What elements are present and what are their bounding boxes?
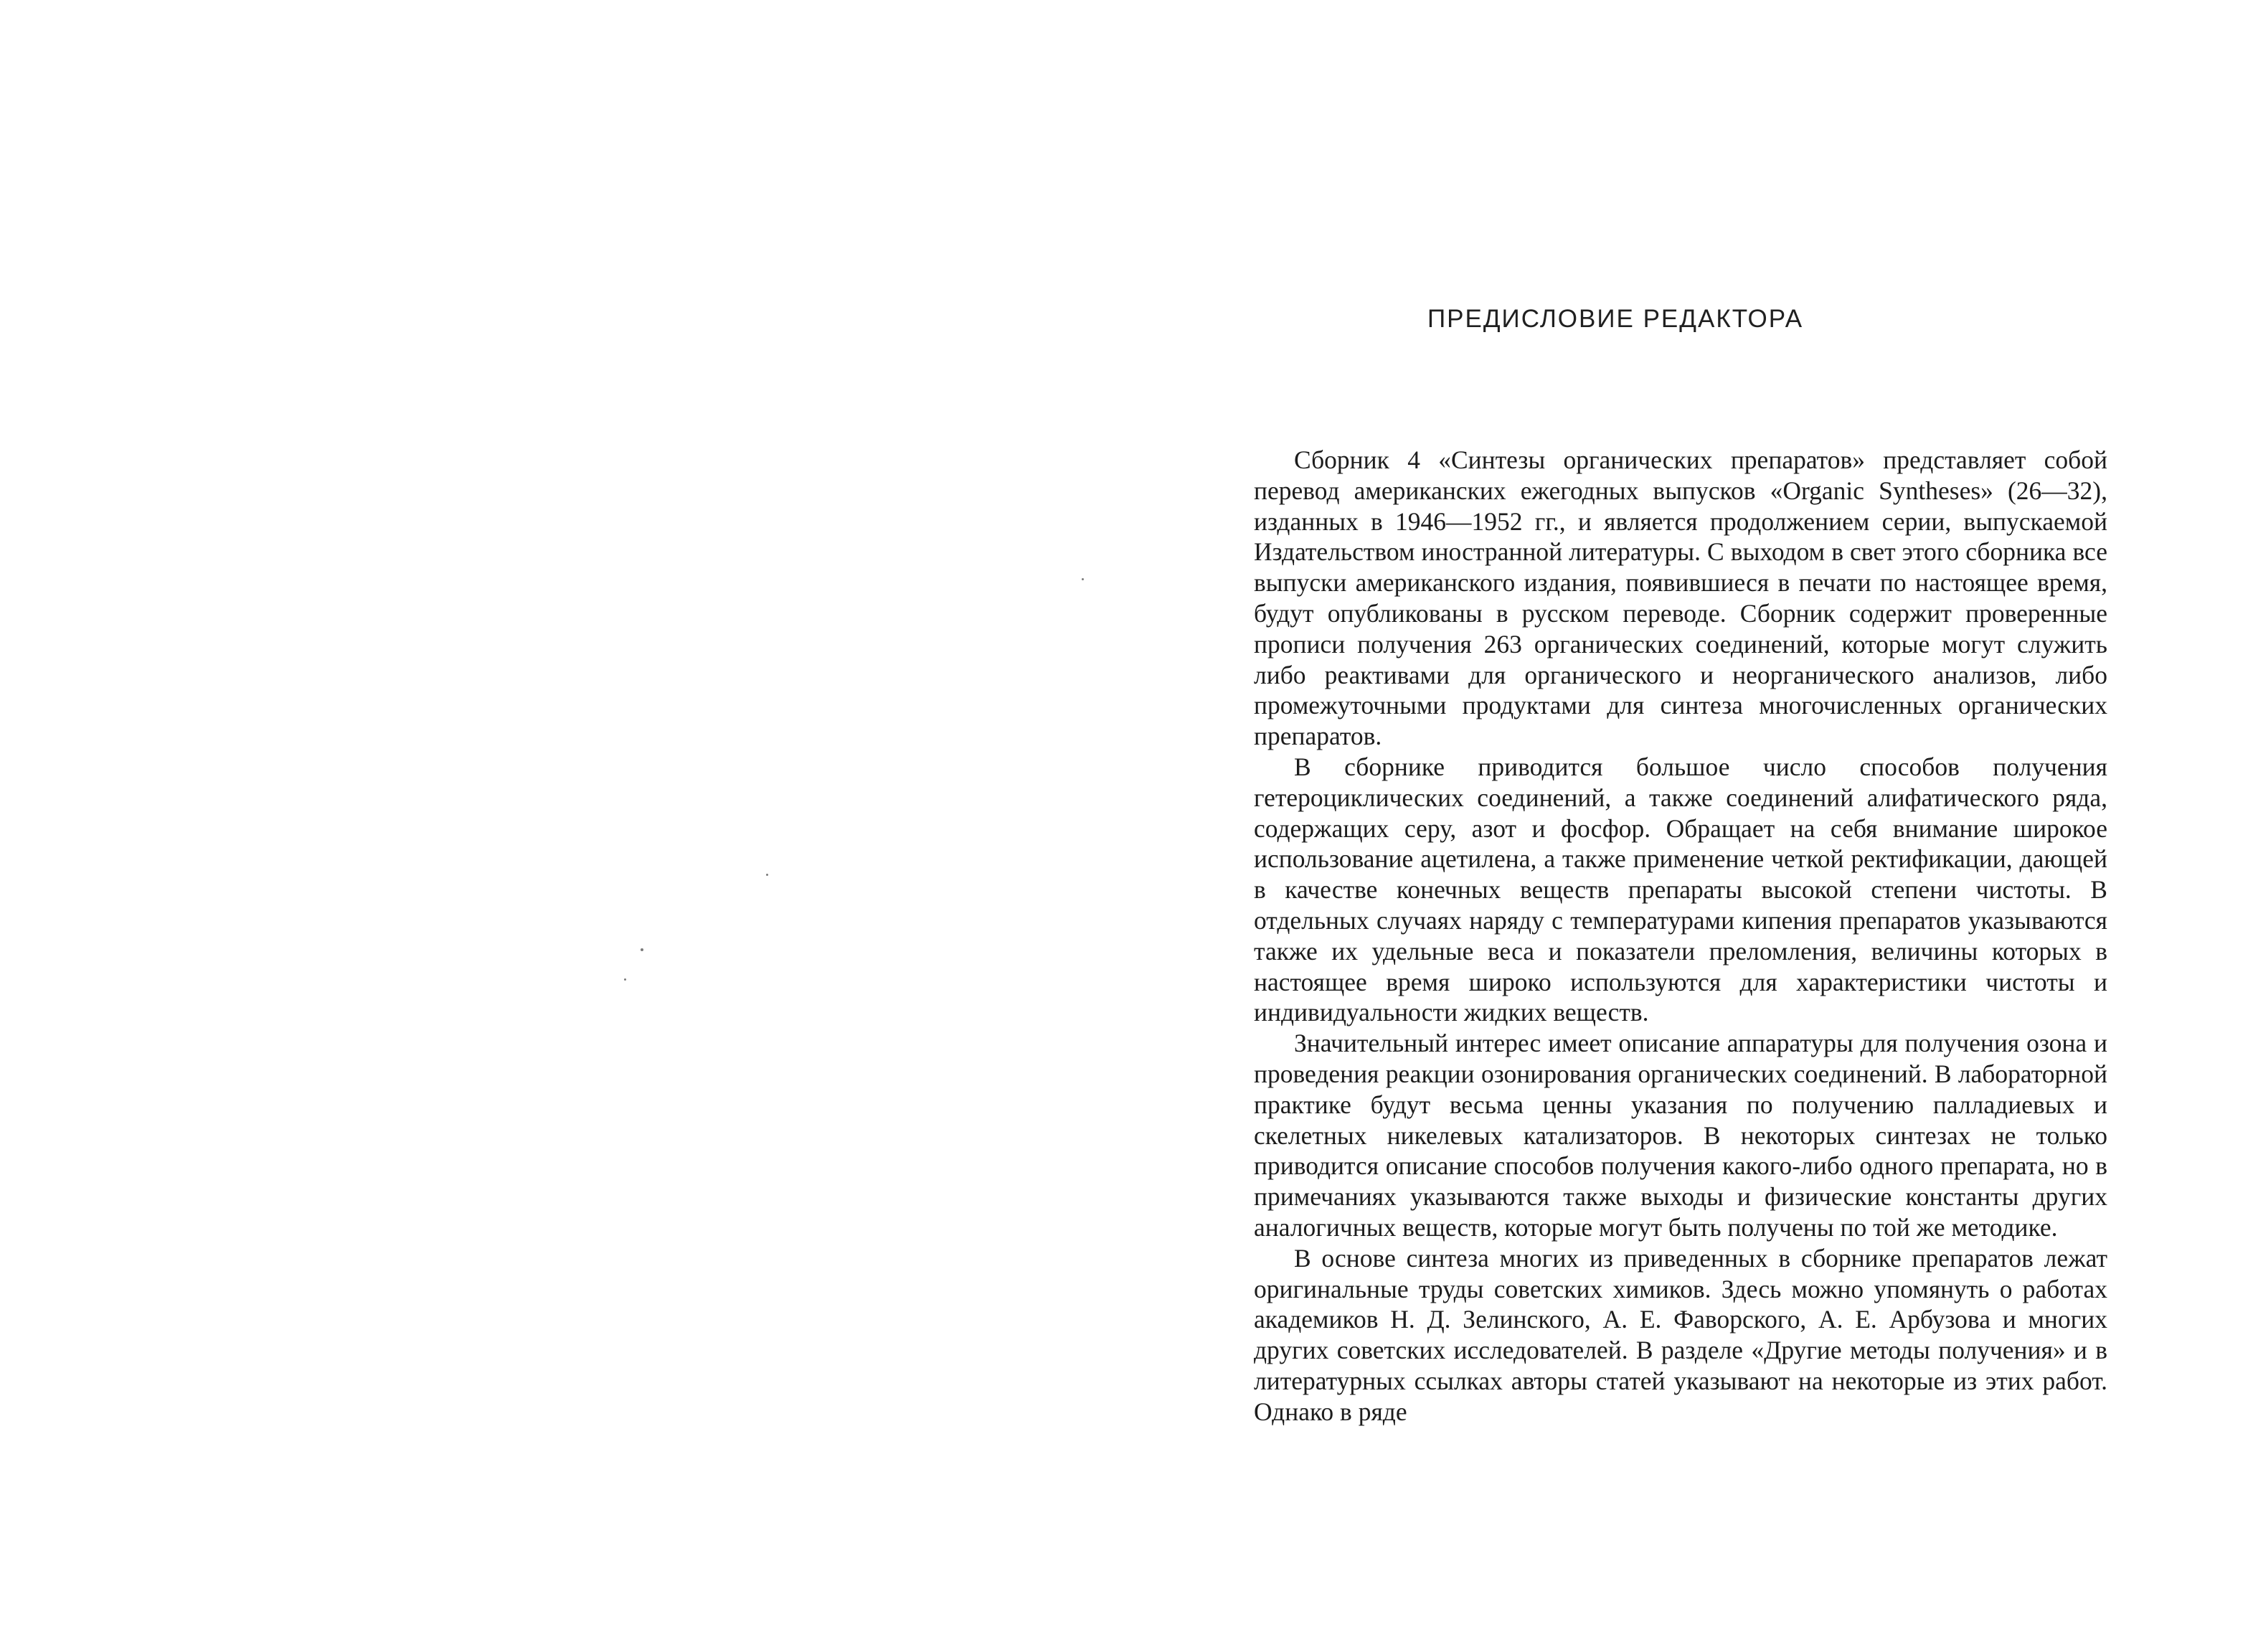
- foreword-body: [1254, 445, 2107, 1427]
- scan-speck: [624, 978, 626, 981]
- page-title: ПРЕДИСЛОВИЕ РЕДАКТОРА: [1427, 305, 1804, 333]
- scan-speck: [766, 874, 768, 876]
- paragraph: Значительный интерес имеет описание аппаратуры для получения озона и проведения реакции озонирования органических соединений. В лабораторной практике будут весьма ценны указания по получению палладиевых и скелетных никелевых катализаторов. В некоторых синтезах не только приводится описание способов получения какого-либо одного препарата, но в примечаниях указываются также выходы и физические константы других аналогичных веществ, которые могут быть получены по той же методике.: [1254, 1029, 2107, 1242]
- scan-speck: [641, 948, 643, 951]
- paragraph: В сборнике приводится большое число способов получения гетероциклических соединений, а также соединений алифатического ряда, содержащих серу, азот и фосфор. Обращает на себя внимание широкое использование ацетилена, а также применение четкой ректификации, дающей в качестве конечных веществ препараты высокой степени чистоты. В отдельных случаях наряду с температурами кипения препаратов указываются также их удельные веса и показатели преломления, величины которых в настоящее время широко используются для характеристики чистоты и индивидуальности жидких веществ.: [1254, 752, 2107, 1027]
- scan-speck: [1082, 578, 1084, 580]
- paragraph: В основе синтеза многих из приведенных в сборнике препаратов лежат оригинальные труды советских химиков. Здесь можно упомянуть о работах академиков Н. Д. Зелинского, А. Е. Фаворского, А. Е. Арбузова и многих других советских исследователей. В разделе «Другие методы получения» и в литературных ссылках авторы статей указывают на некоторые из этих работ. Однако в ряде: [1254, 1243, 2107, 1426]
- paragraph: Сборник 4 «Синтезы органических препаратов» представляет собой перевод американских ежегодных выпусков «Organic Syntheses» (26—32), изданных в 1946—1952 гг., и является продолжением серии, выпускаемой Издательством иностранной литературы. С выходом в свет этого сборника все выпуски американского издания, появившиеся в печати по настоящее время, будут опубликованы в русском переводе. Сборник содержит проверенные прописи получения 263 органических соединений, которые могут служить либо реактивами для органического и неорганического анализов, либо промежуточными продуктами для синтеза многочисленных органических препаратов.: [1254, 445, 2107, 751]
